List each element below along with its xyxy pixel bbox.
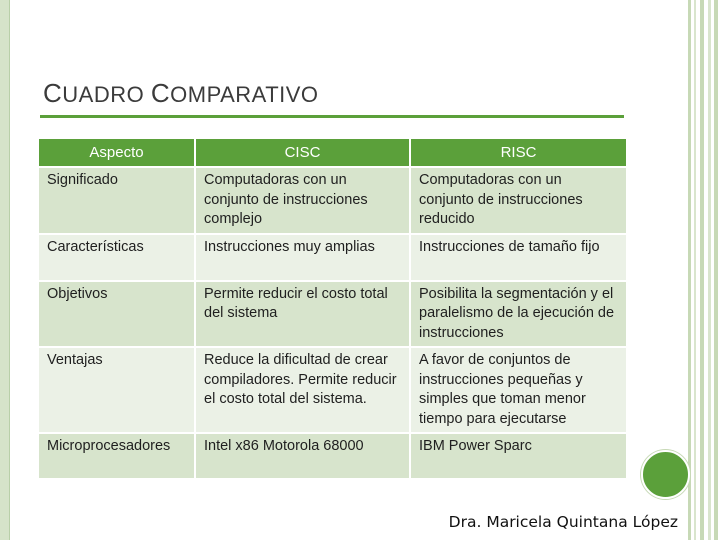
table-row	[38, 347, 627, 433]
cell-risc: Instrucciones de tamaño fijo	[410, 234, 627, 281]
cell-cisc: Reduce la dificultad de crear compiladores. Permite reducir el costo total del sistema.	[195, 347, 410, 433]
comparison-table	[37, 137, 628, 480]
right-stripe-3	[700, 0, 704, 540]
cell-risc: A favor de conjuntos de instrucciones pequeñas y simples que toman menor tiempo para ejecutarse	[410, 347, 627, 433]
table-row	[38, 167, 627, 234]
right-stripe-1	[688, 0, 691, 540]
cell-cisc: Computadoras con un conjunto de instrucciones complejo	[195, 167, 410, 234]
author-footer: Dra. Maricela Quintana López	[448, 513, 678, 531]
title-underline	[40, 115, 624, 118]
decorative-circle	[641, 450, 690, 499]
title-rest-1: UADRO	[62, 82, 151, 107]
cell-risc: Computadoras con un conjunto de instrucciones reducido	[410, 167, 627, 234]
cell-cisc: Permite reducir el costo total del sistema	[195, 281, 410, 348]
table-row	[38, 433, 627, 479]
cell-aspect: Ventajas	[38, 347, 195, 433]
cell-aspect: Características	[38, 234, 195, 281]
title-rest-2: OMPARATIVO	[170, 82, 319, 107]
header-cisc: CISC	[195, 138, 410, 167]
cell-aspect: Microprocesadores	[38, 433, 195, 479]
slide-title	[43, 78, 319, 109]
left-frame-line	[9, 0, 10, 540]
cell-cisc: Intel x86 Motorola 68000	[195, 433, 410, 479]
cell-risc: IBM Power Sparc	[410, 433, 627, 479]
cell-risc: Posibilita la segmentación y el paralelismo de la ejecución de instrucciones	[410, 281, 627, 348]
header-risc: RISC	[410, 138, 627, 167]
table-header-row	[38, 138, 627, 167]
cell-aspect: Objetivos	[38, 281, 195, 348]
title-initial-2: C	[150, 78, 171, 108]
title-initial-1: C	[43, 78, 63, 108]
header-aspecto: Aspecto	[38, 138, 195, 167]
right-stripe-2	[694, 0, 696, 540]
table-row	[38, 281, 627, 348]
cell-cisc: Instrucciones muy amplias	[195, 234, 410, 281]
right-stripe-5	[714, 0, 718, 540]
cell-aspect: Significado	[38, 167, 195, 234]
table-row	[38, 234, 627, 281]
left-frame-band	[0, 0, 9, 540]
right-stripe-4	[708, 0, 711, 540]
